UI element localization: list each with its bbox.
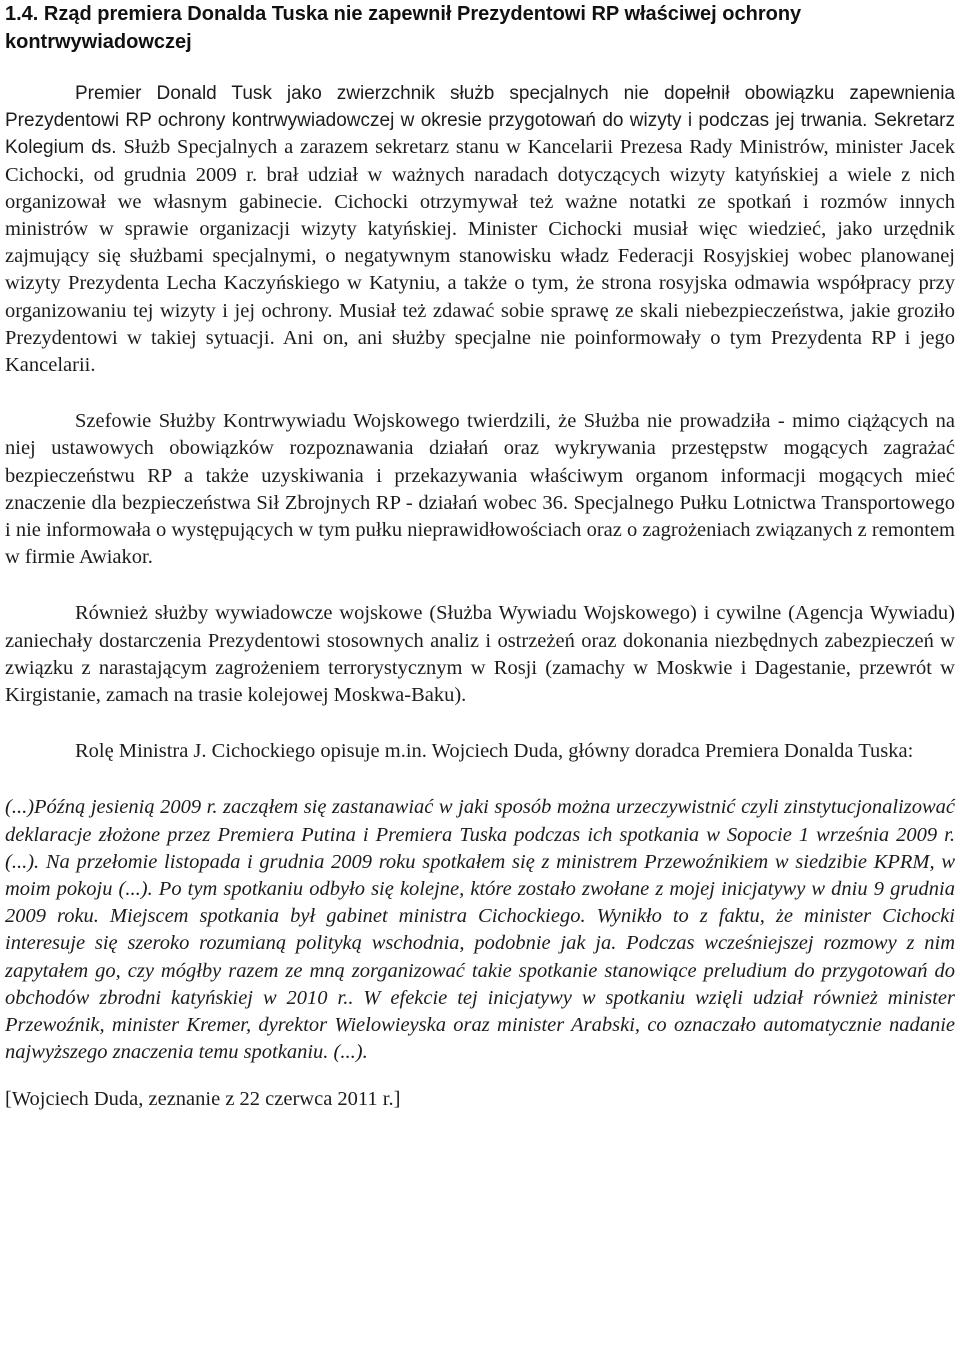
quote-text: (...)Późną jesienią 2009 r. zacząłem się zastanawiać w jaki sposób można urzeczywistnić czyli zinstytucjonalizować deklaracje złożone przez Premiera Putina i Premiera Tuska podczas ich spotkania w Sopocie 1 września 2009 r. (...). Na przełomie listopada i grudnia 2009 roku spotkałem się z ministrem Przewoźnikiem w siedzibie KPRM, w moim pokoju (...). Po tym spotkaniu odbyło się kolejne, które zostało zwołane z mojej inicjatywy w dniu 9 grudnia 2009 roku. Miejscem spotkania był gabinet ministra Cichockiego. Wynikło to z faktu, że minister Cichocki interesuje się szeroko rozumianą polityką wschodnia, podobnie jak ja. Podczas wcześniejszej rozmowy z nim zapytałem go, czy mógłby razem ze mną zorganizować takie spotkanie stanowiące preludium do przygotowań do obchodów zbrodni katyńskiej w 2010 r.. W efekcie tej inicjatywy w spotkaniu wzięli udział również minister Przewoźnik, minister Kremer, dyrektor Wielowieyska oraz minister Arabski, co oznaczało automatycznie nadanie najwyższego znaczenia temu spotkaniu. (...). (5, 796, 955, 1064)
paragraph-duda-intro: Rolę Ministra J. Cichockiego opisuje m.in. Wojciech Duda, główny doradca Premiera Donalda Tuska: (75, 740, 914, 763)
section-heading: 1.4. Rząd premiera Donalda Tuska nie zapewnił Prezydentowi RP właściwej ochrony kontrwywiadowczej (5, 3, 802, 53)
paragraph-cichocki-serif-part: Służb Specjalnych a zarazem sekretarz stanu w Kancelarii Prezesa Rady Ministrów, minister Jacek Cichocki, od grudnia 2009 r. brał udział w ważnych naradach dotyczących wizyty katyńskiej a wiele z nich organizował we własnym gabinecie. Cichocki otrzymywał też ważne notatki ze spotkań i rozmów innych ministrów w sprawie organizacji wizyty katyńskiej. Minister Cichocki musiał więc wiedzieć, jako urzędnik zajmujący się służbami specjalnymi, o negatywnym stanowisku władz Federacji Rosyjskiej wobec planowanej wizyty Prezydenta Lecha Kaczyńskiego w Katyniu, a także o tym, że strona rosyjska odmawia współpracy przy organizowaniu tej wizyty i jej ochrony. Musiał też zdawać sobie sprawę ze skali niebezpieczeństwa, jakie groziło Prezydentowi w takiej sytuacji. Ani on, ani służby specjalne nie poinformowały o tym Prezydenta RP i jego Kancelarii. (5, 136, 955, 377)
citation: [Wojciech Duda, zeznanie z 22 czerwca 2011 r.] (5, 1087, 401, 1110)
quote-block (5, 794, 955, 1066)
paragraph-cichocki (5, 80, 955, 379)
paragraph-intelligence: Również służby wywiadowcze wojskowe (Służba Wywiadu Wojskowego) i cywilne (Agencja Wywiadu) zaniechały dostarczenia Prezydentowi stosownych analiz i ostrzeżeń oraz dokonania niezbędnych zabezpieczeń w związku z narastającym zagrożeniem terrorystycznym w Rosji (zamachy w Moskwie i Dagestanie, przewrót w Kirgistanie, zamach na trasie kolejowej Moskwa-Baku). (5, 602, 955, 707)
paragraph-skw: Szefowie Służby Kontrwywiadu Wojskowego twierdzili, że Służba nie prowadziła - mimo ciążących na niej ustawowych obowiązków rozpoznawania działań oraz wykrywania przestępstw mogących zagrażać bezpieczeństwu RP a także uzyskiwania i przekazywania właściwym organom informacji mogących mieć znaczenie dla bezpieczeństwa Sił Zbrojnych RP - działań wobec 36. Specjalnego Pułku Lotnictwa Transportowego i nie informowała o występujących w tym pułku nieprawidłowościach oraz o zagrożeniach związanych z remontem w firmie Awiakor. (5, 410, 955, 569)
paragraph-cichocki-sans-part: Premier Donald Tusk jako zwierzchnik służb specjalnych nie dopełnił obowiązku zapewnienia Prezydentowi RP ochrony kontrwywiadowczej w okresie przygotowań do wizyty i podczas jej trwania. Sekretarz Kolegium ds. (5, 83, 955, 159)
